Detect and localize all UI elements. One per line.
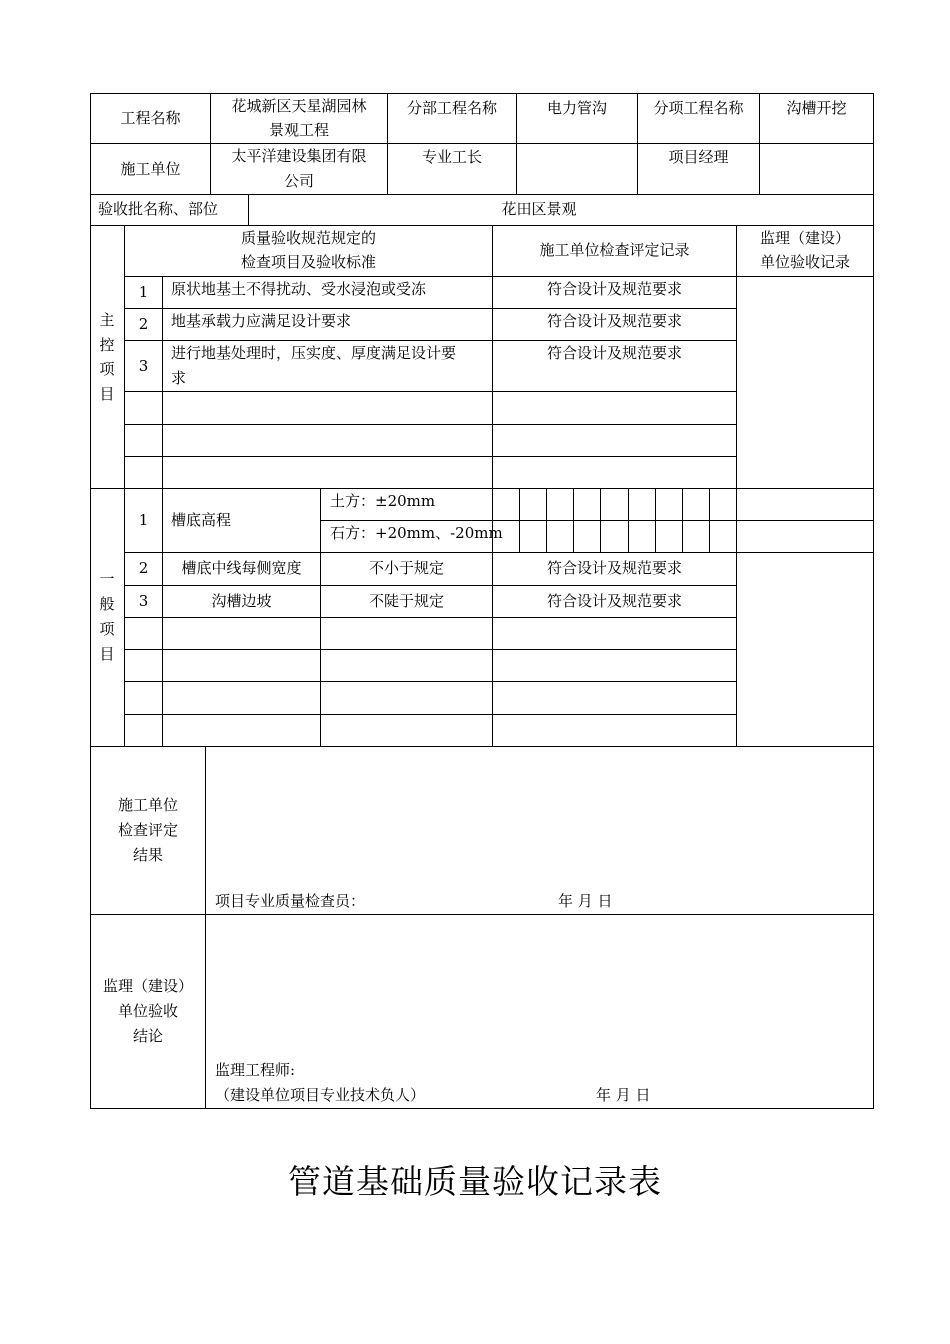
general-item-name: 沟槽边坡: [211, 592, 272, 610]
main-item-record: 符合设计及规范要求: [546, 344, 682, 362]
grid-line: [628, 488, 629, 552]
general-item-name: 槽底中线每侧宽度: [181, 559, 302, 577]
contractor-value-line1: 太平洋建设集团有限: [231, 147, 367, 165]
supervisor-label-line1: 监理（建设）: [102, 977, 193, 995]
division-label: 分部工程名称: [406, 99, 497, 117]
standard-header-line1: 质量验收规范规定的: [240, 229, 376, 247]
grid-line: [90, 488, 874, 489]
main-item-text-line1: 进行地基处理时，压实度、厚度满足设计要: [171, 344, 457, 362]
grid-line: [124, 456, 737, 457]
standard-header-line2: 检查项目及验收标准: [240, 253, 376, 271]
inspection-date: 年 月 日: [558, 892, 613, 910]
border-top: [90, 93, 874, 94]
supervisor-header-line1: 监理（建设）: [759, 229, 850, 247]
border-bottom: [90, 1108, 874, 1109]
conclusion-date: 年 月 日: [596, 1086, 651, 1104]
page-title: 管道基础质量验收记录表: [288, 1162, 662, 1201]
row-number: 3: [138, 592, 149, 610]
grid-line: [546, 488, 547, 552]
general-item-record: 符合设计及规范要求: [546, 559, 682, 577]
project-label: 工程名称: [120, 109, 181, 127]
main-item-text-line2: 求: [171, 369, 187, 387]
row-number: 3: [138, 357, 149, 375]
supervisor-label-line3: 结论: [132, 1027, 163, 1045]
grid-line: [90, 746, 874, 747]
contractor-result-label-line1: 施工单位: [117, 796, 178, 814]
main-control-label-char: 主: [99, 311, 115, 329]
grid-line: [90, 914, 874, 915]
grid-line: [90, 143, 874, 144]
tech-lead-label: （建设单位项目专业技术负人）: [215, 1086, 426, 1104]
project-value-line1: 花城新区天星湖园林: [231, 97, 367, 115]
project-value-line2: 景观工程: [268, 121, 329, 139]
main-item-record: 符合设计及规范要求: [546, 280, 682, 298]
supervising-engineer-label: 监理工程师:: [215, 1061, 296, 1079]
main-control-label-char: 控: [99, 336, 115, 354]
grid-line: [573, 488, 574, 552]
item-label: 分项工程名称: [653, 99, 744, 117]
contractor-label: 施工单位: [120, 160, 181, 178]
grid-line: [709, 488, 710, 552]
grid-line: [124, 585, 737, 586]
manager-label: 项目经理: [668, 148, 729, 166]
general-label-char: 般: [99, 595, 115, 613]
general-std-earth: 土方：±20mm: [330, 492, 436, 510]
contractor-record-header: 施工单位检查评定记录: [539, 241, 690, 259]
grid-line: [124, 424, 737, 425]
contractor-result-label-line2: 检查评定: [117, 821, 178, 839]
batch-value: 花田区景观: [501, 200, 577, 218]
grid-line: [124, 649, 737, 650]
grid-line: [90, 194, 874, 195]
grid-line: [736, 225, 737, 746]
grid-line: [655, 488, 656, 552]
general-std-rock: 石方：+20mm、-20mm: [330, 524, 503, 542]
grid-line: [600, 488, 601, 552]
supervisor-header-line2: 单位验收记录: [759, 253, 850, 271]
grid-line: [492, 225, 493, 746]
row-number: 1: [138, 511, 149, 529]
grid-line: [205, 746, 206, 1108]
general-item-std: 不小于规定: [368, 559, 444, 577]
main-control-label-char: 项: [99, 360, 115, 378]
grid-line: [124, 552, 874, 553]
general-item-record: 符合设计及规范要求: [546, 592, 682, 610]
row-number: 2: [138, 559, 149, 577]
main-item-text: 原状地基土不得扰动、受水浸泡或受冻: [171, 280, 427, 298]
row-number: 1: [138, 283, 149, 301]
grid-line: [124, 617, 737, 618]
general-item-name: 槽底高程: [171, 511, 232, 529]
general-label-char: 项: [99, 620, 115, 638]
general-label-char: 目: [99, 645, 115, 663]
main-control-label-char: 目: [99, 385, 115, 403]
border-left: [90, 93, 91, 1109]
grid-line: [124, 391, 737, 392]
grid-line: [162, 276, 163, 746]
general-item-std: 不陡于规定: [368, 592, 444, 610]
border-right: [873, 93, 874, 1109]
grid-line: [682, 488, 683, 552]
main-item-text: 地基承载力应满足设计要求: [171, 312, 352, 330]
grid-line: [519, 488, 520, 552]
grid-line: [124, 681, 737, 682]
item-value: 沟槽开挖: [786, 99, 847, 117]
grid-line: [124, 714, 737, 715]
supervisor-label-line2: 单位验收: [117, 1002, 178, 1020]
batch-label: 验收批名称、部位: [98, 200, 219, 218]
contractor-result-label-line3: 结果: [132, 846, 163, 864]
main-item-record: 符合设计及规范要求: [546, 312, 682, 330]
contractor-value-line2: 公司: [283, 172, 314, 190]
grid-line: [320, 488, 321, 746]
foreman-label: 专业工长: [421, 148, 482, 166]
general-label-char: 一: [99, 570, 115, 588]
division-value: 电力管沟: [546, 99, 607, 117]
row-number: 2: [138, 315, 149, 333]
inspector-signature-label: 项目专业质量检查员：: [215, 892, 366, 910]
